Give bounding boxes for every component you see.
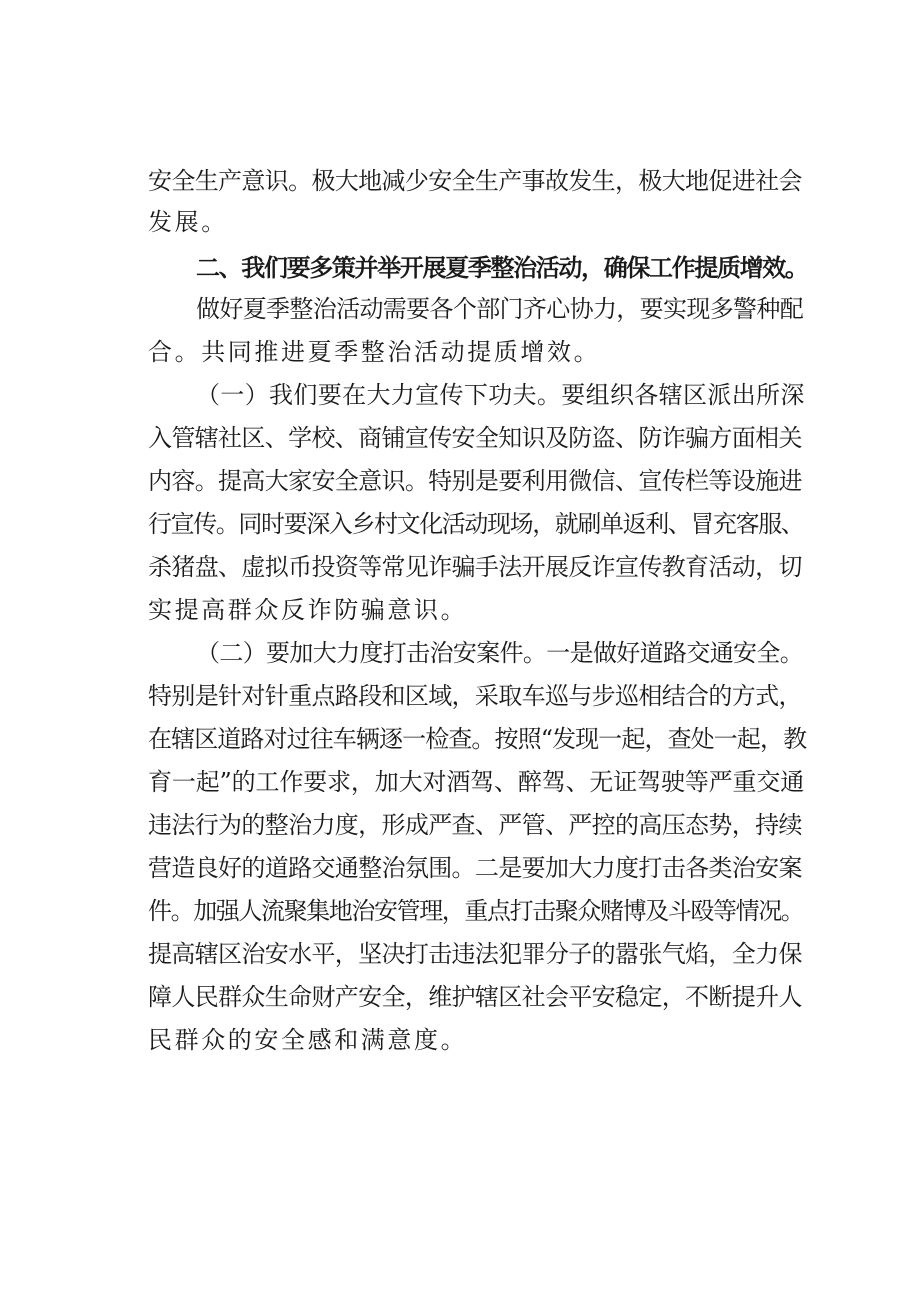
- text-line: 做好夏季整治活动需要各个部门齐心协力，要实现多警种配: [196, 295, 804, 323]
- text-line: 育一起”的工作要求，加大对酒驾、醉驾、无证驾驶等严重交通: [148, 768, 805, 796]
- text-line: 件。加强人流聚集地治安管理，重点打击聚众赌博及斗殴等情况。: [148, 897, 804, 925]
- text-line: 杀猪盘、虚拟币投资等常见诈骗手法开展反诈宣传教育活动，切: [148, 553, 802, 581]
- text-line: 实提高群众反诈防骗意识。: [148, 596, 468, 624]
- text-line: 入管辖社区、学校、商铺宣传安全知识及防盗、防诈骗方面相关: [148, 424, 802, 452]
- section-heading: 二、我们要多策并举开展夏季整治活动，确保工作提质增效。: [196, 254, 808, 282]
- text-line: 障人民群众生命财产安全，维护辖区社会平安稳定，不断提升人: [148, 983, 802, 1011]
- text-line: 营造良好的道路交通整治氛围。二是要加大力度打击各类治安案: [148, 854, 802, 882]
- text-line: 违法行为的整治力度，形成严查、严管、严控的高压态势，持续: [148, 811, 802, 839]
- subsection-line: （二）要加大力度打击治安案件。一是做好道路交通安全。: [196, 639, 804, 667]
- text-line: 民群众的安全感和满意度。: [148, 1026, 468, 1054]
- text-line: 特别是针对针重点路段和区域，采取车巡与步巡相结合的方式，: [148, 682, 802, 710]
- text-line: 合。共同推进夏季整治活动提质增效。: [148, 338, 601, 366]
- text-line: 行宣传。同时要深入乡村文化活动现场，就刷单返利、冒充客服、: [148, 510, 804, 538]
- text-line: 在辖区道路对过往车辆逐一检查。按照“发现一起，查处一起，教: [148, 725, 807, 753]
- text-line: 发展。: [148, 208, 228, 236]
- subsection-line: （一）我们要在大力宣传下功夫。要组织各辖区派出所深: [196, 381, 805, 409]
- text-line: 提高辖区治安水平，坚决打击违法犯罪分子的嚣张气焰，全力保: [148, 940, 802, 968]
- text-line: 安全生产意识。极大地减少安全生产事故发生，极大地促进社会: [148, 167, 802, 195]
- text-line: 内容。提高大家安全意识。特别是要利用微信、宣传栏等设施进: [148, 467, 802, 495]
